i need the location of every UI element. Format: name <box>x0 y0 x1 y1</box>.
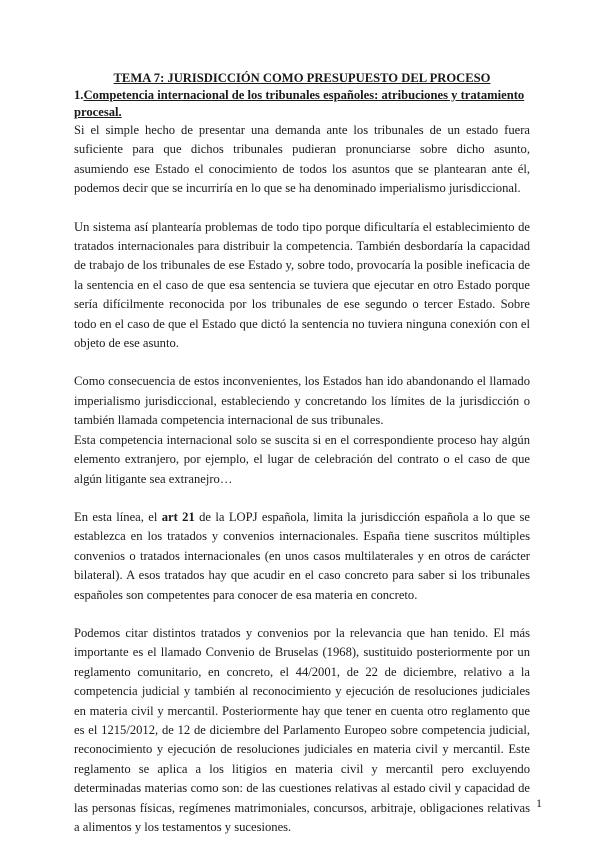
page-number: 1 <box>536 796 542 810</box>
paragraph-spacer <box>74 605 530 624</box>
paragraph-5-body: de la LOPJ española, limita la jurisdicción española a lo que se establezca en los tratados y convenios internacionales. España tiene suscritos múltiples convenios o tratados internacionales (en unos casos multilaterales y en otros de carácter bilateral). A esos tratados hay que acudir en el caso concreto para saber si los tribunales españoles son competentes para conocer de esa materia en concreto. <box>74 509 530 602</box>
paragraph-4: Esta competencia internacional solo se suscita si en el correspondiente proceso hay algún elemento extranjero, por ejemplo, el lugar de celebración del contrato o el caso de que algún litigante sea extranejro… <box>74 432 530 486</box>
section-heading <box>74 87 530 121</box>
section-number: 1. <box>74 88 84 102</box>
paragraph-1: Si el simple hecho de presentar una demanda ante los tribunales de un estado fuera suficiente para que dichos tribunales pudieran pronunciarse sobre dicho asunto, asumiendo ese Estado el conocimiento de todos los asuntos que se plantearan ante él, podemos decir que se incurriría en lo que se ha denominado imperialismo jurisdiccional. <box>74 123 530 196</box>
paragraph-spacer <box>74 199 530 218</box>
paragraph-2: Un sistema así plantearía problemas de todo tipo porque dificultaría el establecimiento de tratados internacionales para distribuir la competencia. También desbordaría la capacidad de trabajo de los tribunales de ese Estado y, sobre todo, provocaría la posible ineficacia de la sentencia en el caso de que esa sentencia se tuviera que ejecutar en otro Estado porque sería difícilmente reconocida por los tribunales de ese segundo o tercer Estado. Sobre todo en el caso de que el Estado que dictó la sentencia no tuviera ninguna conexión con el objeto de ese asunto. <box>74 219 530 351</box>
paragraph-6: Podemos citar distintos tratados y convenios por la relevancia que han tenido. El más importante es el llamado Convenio de Bruselas (1968), sustituido posteriormente por un reglamento comunitario, en concreto, el 44/2001, de 22 de diciembre, relativo a la competencia judicial y también al reconocimiento y ejecución de resoluciones judiciales en materia civil y mercantil. Posteriormente hay que tener en cuenta otro reglamento que es el 1215/2012, de 12 de diciembre del Parlamento Europeo sobre competencia judicial, reconocimiento y ejecución de resoluciones judiciales en materia civil y mercantil. Este reglamento se aplica a los litigios en materia civil y mercantil pero excluyendo determinadas materias como son: de las cuestiones relativas al estado civil y capacidad de las personas físicas, regímenes matrimoniales, concursos, arbitraje, obligaciones relativas a alimentos y los testamentos y sucesiones. <box>74 625 530 834</box>
paragraph-spacer <box>74 489 530 508</box>
paragraph-3: Como consecuencia de estos inconvenientes, los Estados han ido abandonando el llamado imperialismo jurisdiccional, estableciendo y concretando los límites de la jurisdicción o también llamada competencia internacional de sus tribunales. <box>74 374 530 428</box>
document-page <box>74 70 530 837</box>
document-title: TEMA 7: JURISDICCIÓN COMO PRESUPUESTO DEL PROCESO <box>113 71 491 85</box>
article-reference: art 21 <box>161 509 195 524</box>
paragraph-5-intro: En esta línea, el <box>74 509 162 524</box>
paragraph-5 <box>74 508 530 605</box>
paragraph-spacer <box>74 353 530 372</box>
section-heading-text: Competencia internacional de los tribunales españoles: atribuciones y tratamiento procesal. <box>74 88 525 119</box>
